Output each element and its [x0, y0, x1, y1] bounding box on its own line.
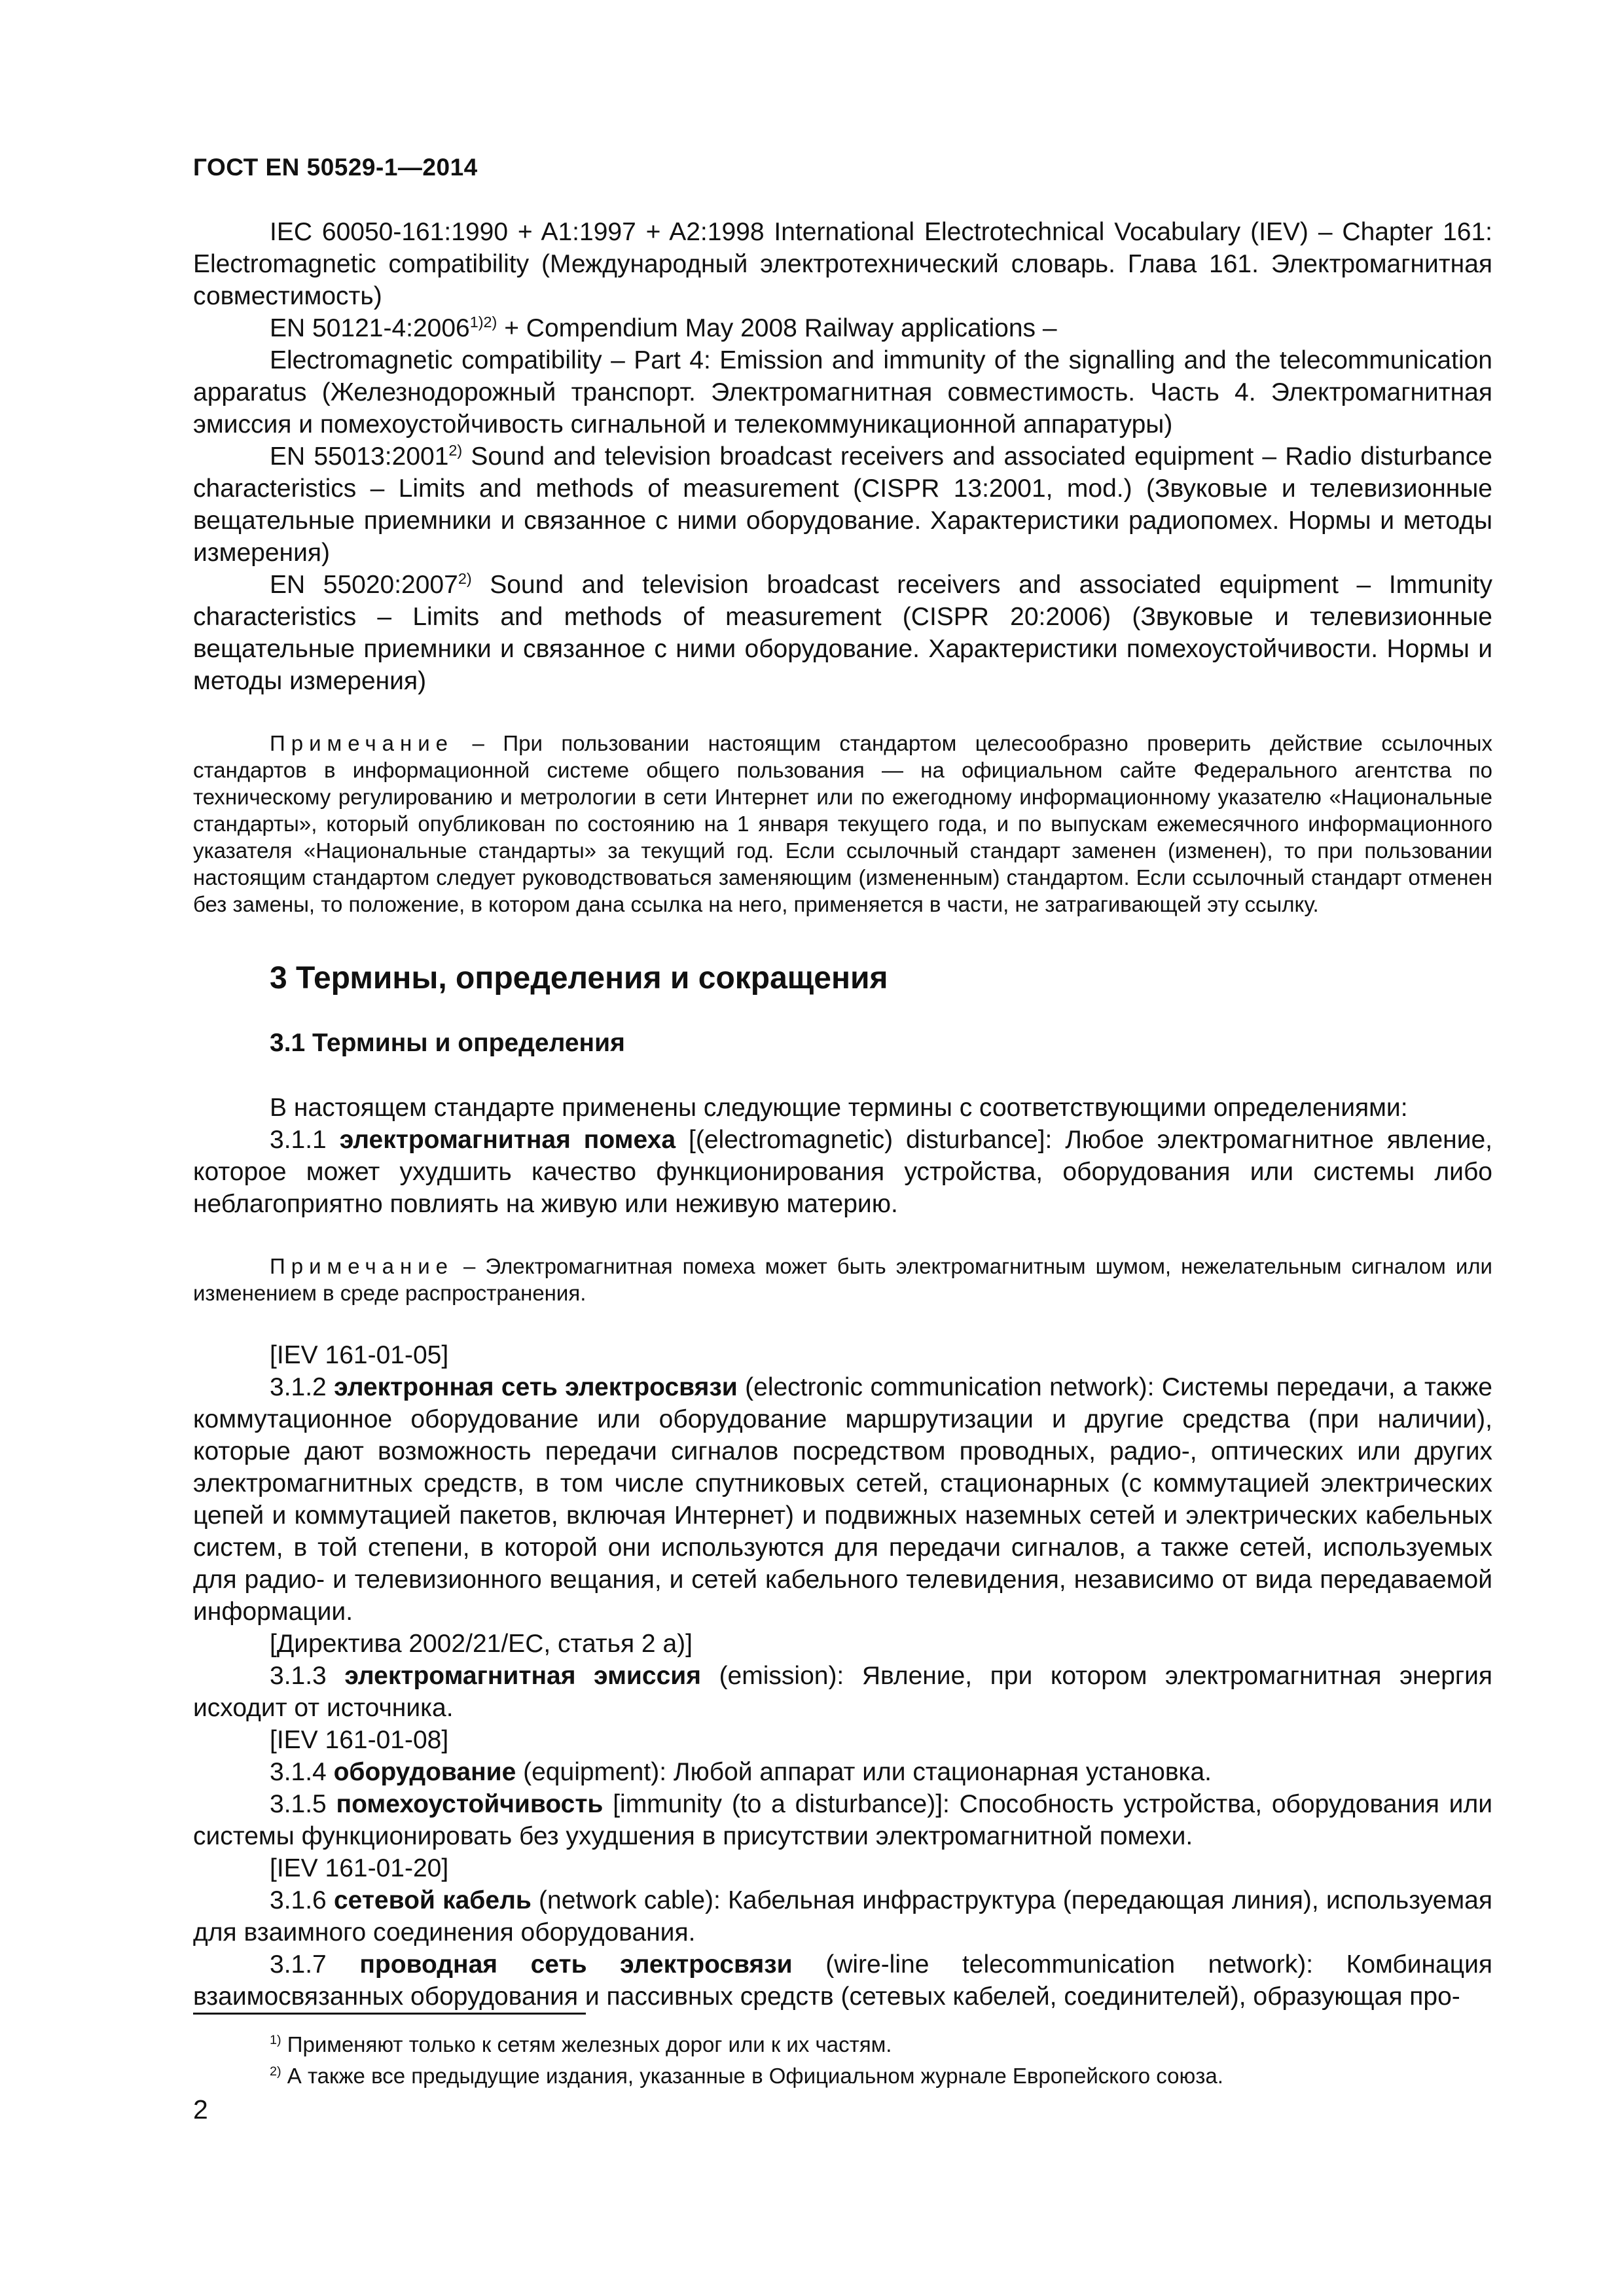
ref-title: + Compendium May 2008 Railway applications –	[497, 314, 1057, 342]
ref-title: Sound and television broadcast receivers and associated equipment – Radio disturbance characteristics – Limits and methods of measurement (CISPR 13:2001, mod.) (Звуковые и телевизионные вещательные приемники и связанное с ними оборудование. Характеристики радиопомех. Нормы и методы измерения)	[193, 442, 1492, 567]
term-number: 3.1.5	[270, 1790, 336, 1818]
term-definition: [immunity (to a disturbance)]: Способность устройства, оборудования или системы функционировать без ухудшения в присутствии электромагнитной помехи.	[193, 1790, 1492, 1850]
term-name: помехоустойчивость	[336, 1790, 604, 1818]
term-name: оборудование	[333, 1758, 516, 1786]
footnote-2	[270, 2060, 1481, 2092]
ref-title: Sound and television broadcast receivers and associated equipment – Immunity characteristics – Limits and methods of measurement (CISPR 20:2006) (Звуковые и телевизионные вещательные приемники и связанное с ними оборудование. Характеристики помехоустойчивости. Нормы и методы измерения)	[193, 571, 1493, 695]
term-3-1-7	[193, 1948, 1492, 2013]
ref-iev-161-01-08: [IEV 161-01-08]	[270, 1726, 449, 1754]
term-3-1-2	[193, 1371, 1492, 1628]
term-number: 3.1.7	[270, 1950, 360, 1979]
ref-iev-161-01-05: [IEV 161-01-05]	[270, 1341, 449, 1369]
subsection-title: 3.1 Термины и определения	[270, 1029, 625, 1057]
note-text: – Электромагнитная помеха может быть электромагнитным шумом, нежелательным сигналом или изменением в среде распространения.	[193, 1254, 1492, 1305]
footnotes	[270, 2029, 1481, 2092]
footnote-mark: 1)	[270, 2033, 281, 2047]
term-number: 3.1.3	[270, 1662, 345, 1690]
main-content	[193, 216, 1492, 2013]
term-number: 3.1.4	[270, 1758, 334, 1786]
section-title: 3 Термины, определения и сокращения	[270, 961, 888, 996]
term-definition: (network cable): Кабельная инфраструктура (передающая линия), используемая для взаимного соединения оборудования.	[193, 1886, 1492, 1946]
term-number: 3.1.1	[270, 1126, 340, 1154]
note-label: Примечание	[270, 731, 454, 755]
term-definition: (wire-line telecommunication network): Комбинация взаимосвязанных оборудования и пассивных средств (сетевых кабелей, соединителей), образующая про-	[193, 1950, 1492, 2011]
term-name: электромагнитная помеха	[339, 1126, 676, 1154]
ref-en-55013	[193, 440, 1492, 569]
term-number: 3.1.2	[270, 1373, 334, 1401]
footnote-divider	[193, 2013, 586, 2015]
ref-directive: [Директива 2002/21/EC, статья 2 a)]	[270, 1630, 693, 1658]
term-3-1-3	[193, 1660, 1492, 1724]
term-definition: (emission): Явление, при котором электромагнитная энергия исходит от источника.	[193, 1662, 1493, 1722]
term-3-1-1	[193, 1124, 1492, 1220]
term-name: проводная сеть электросвязи	[359, 1950, 793, 1979]
ref-code: EN 55013:2001	[270, 442, 449, 471]
page-number: 2	[193, 2094, 208, 2125]
note-standards	[193, 730, 1492, 918]
ref-en-55020	[193, 569, 1492, 697]
term-3-1-6	[193, 1884, 1492, 1948]
ref-en-50121-cont: Electromagnetic compatibility – Part 4: Emission and immunity of the signalling and the telecommunication apparatus (Железнодорожный транспорт. Электромагнитная совместимость. Часть 4. Электромагнитная эмиссия и помехоустойчивость сигнальной и телекоммуникационной аппаратуры)	[193, 346, 1492, 439]
note-label: Примечание	[270, 1254, 454, 1278]
term-definition: (equipment): Любой аппарат или стационарная установка.	[516, 1758, 1212, 1786]
term-number: 3.1.6	[270, 1886, 334, 1914]
footnote-mark: 2)	[458, 570, 472, 587]
term-name: электромагнитная эмиссия	[344, 1662, 702, 1690]
ref-en-50121	[193, 312, 1492, 344]
terms-intro: В настоящем стандарте применены следующие термины с соответствующими определениями:	[270, 1094, 1408, 1122]
footnote-text: Применяют только к сетям железных дорог или к их частям.	[281, 2032, 892, 2056]
ref-iec-60050: IEC 60050-161:1990 + A1:1997 + A2:1998 International Electrotechnical Vocabulary (IEV) – Chapter 161: Electromagnetic compatibility (Международный электротехнический словарь. Глава 161. Электромагнитная совместимость)	[193, 218, 1492, 310]
footnote-text: А также все предыдущие издания, указанные в Официальном журнале Европейского союза.	[281, 2064, 1223, 2088]
footnote-1	[270, 2029, 1481, 2060]
term-definition: [(electromagnetic) disturbance]: Любое электромагнитное явление, которое может ухудшить качество функционирования устройства, оборудования или системы либо неблагоприятно повлиять на живую или неживую материю.	[193, 1126, 1493, 1218]
note-disturbance	[193, 1253, 1492, 1306]
term-name: электронная сеть электросвязи	[334, 1373, 738, 1401]
term-3-1-5	[193, 1788, 1492, 1852]
standard-header: ГОСТ EN 50529-1—2014	[193, 154, 478, 181]
ref-code: EN 50121-4:2006	[270, 314, 470, 342]
footnote-mark: 1)2)	[469, 314, 497, 331]
term-name: сетевой кабель	[333, 1886, 532, 1914]
footnote-mark: 2)	[270, 2064, 281, 2079]
term-definition: (electronic communication network): Системы передачи, а также коммутационное оборудование или оборудование маршрутизации и другие средства (при наличии), которые дают возможность передачи сигналов посредством проводных, радио-, оптических или других электромагнитных средств, в том числе спутниковых сетей, стационарных (с коммутацией электрических цепей и коммутацией пакетов, включая Интернет) и подвижных наземных сетей и электрических кабельных систем, в той степени, в которой они используются для передачи сигналов, а также сетей, используемых для радио- и телевизионного вещания, и сетей кабельного телевидения, независимо от вида передаваемой информации.	[193, 1373, 1492, 1626]
note-text: – При пользовании настоящим стандартом целесообразно проверить действие ссылочных стандартов в информационной системе общего пользования — на официальном сайте Федерального агентства по техническому регулированию и метрологии в сети Интернет или по ежегодному информационному указателю «Национальные стандарты», который опубликован по состоянию на 1 января текущего года, и по выпускам ежемесячного информационного указателя «Национальные стандарты» за текущий год. Если ссылочный стандарт заменен (изменен), то при пользовании настоящим стандартом следует руководствоваться заменяющим (измененным) стандартом. Если ссылочный стандарт отменен без замены, то положение, в котором дана ссылка на него, применяется в части, не затрагивающей эту ссылку.	[193, 731, 1492, 916]
ref-iev-161-01-20: [IEV 161-01-20]	[270, 1854, 449, 1882]
term-3-1-4	[193, 1756, 1492, 1788]
ref-code: EN 55020:2007	[270, 571, 458, 599]
footnote-mark: 2)	[448, 442, 463, 459]
